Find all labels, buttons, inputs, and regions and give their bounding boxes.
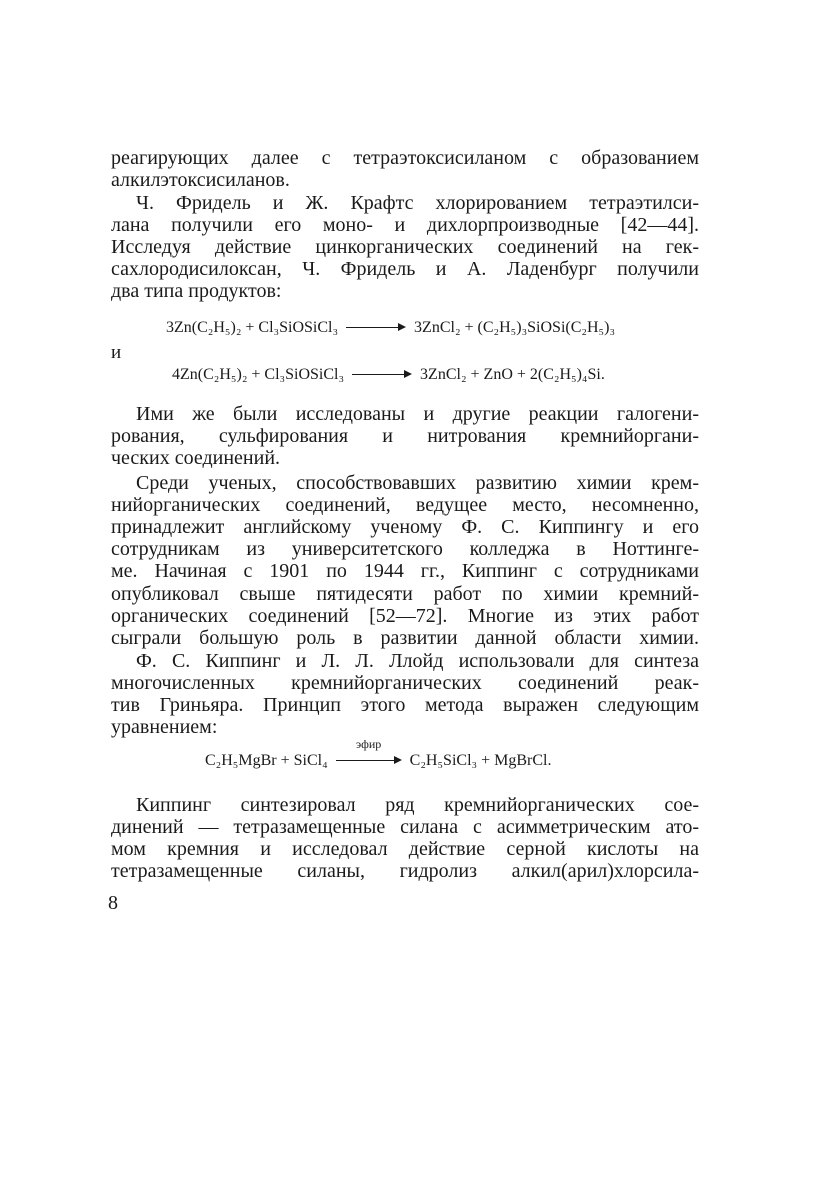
text-line: Исследуя действие цинкорганических соединений на гек- [111,236,699,258]
equation-1-left: 3Zn(C₂H₅)₂ + Cl₃SiOSiCl₃ [166,319,339,336]
text-line: Киппинг синтезировал ряд кремнийорганических сое- [136,794,699,816]
text-line: тетразамещенные силаны, гидролиз алкил(арил)хлорсила- [111,860,699,882]
equation-2 [172,365,605,385]
text-line: рования, сульфирования и нитрования кремнийоргани- [111,425,699,447]
text-line: лана получили его моно- и дихлорпроизводные [42—44]. [111,214,699,236]
reaction-arrow-icon [346,320,406,334]
text-line: Среди ученых, способствовавших развитию химии крем- [136,472,699,494]
equation-1-right: 3ZnCl₂ + (C₂H₅)₃SiOSi(C₂H₅)₃ [414,319,616,336]
reaction-arrow-icon [336,737,402,767]
equation-1 [166,318,615,338]
text-line: Ч. Фридель и Ж. Крафтс хлорированием тетраэтилси- [136,192,699,214]
page-number: 8 [108,892,118,914]
equation-conjunction: и [111,342,122,363]
text-line: Ими же были исследованы и другие реакции галогени- [136,403,699,425]
text-line: уравнением: [111,716,218,738]
text-line: тив Гриньяра. Принцип этого метода выражен следующим [111,694,699,716]
equation-2-left: 4Zn(C₂H₅)₂ + Cl₃SiOSiCl₃ [172,366,345,383]
text-line: нийорганических соединений, ведущее место, несомненно, [111,494,699,516]
text-line: сахлородисилоксан, Ч. Фридель и А. Ладенбург получили [111,258,699,280]
text-line: многочисленных кремнийорганических соединений реак- [111,672,699,694]
text-line: реагирующих далее с тетраэтоксисиланом с образованием [111,147,699,169]
reaction-arrow-icon [352,367,412,381]
text-line: сыграли большую роль в развитии данной области химии. [111,627,699,649]
text-line: алкилэтоксисиланов. [111,169,290,191]
text-line: сотрудникам из университетского колледжа в Ноттинге- [111,538,699,560]
equation-3-right: C₂H₅SiCl₃ + MgBrCl. [409,752,552,769]
text-line: динений — тетразамещенные силана с асимметрическим ато- [111,816,699,838]
text-line: Ф. С. Киппинг и Л. Л. Ллойд использовали для синтеза [136,650,699,672]
text-line: органических соединений [52—72]. Многие из этих работ [111,605,699,627]
equation-3-left: C₂H₅MgBr + SiCl₄ [205,752,328,769]
text-line: ме. Начиная с 1901 по 1944 гг., Киппинг с сотрудниками [111,560,699,582]
arrow-label: эфир [356,737,382,751]
text-line: опубликовал свыше пятидесяти работ по химии кремний- [111,583,699,605]
equation-3 [205,737,552,771]
text-line: ческих соединений. [111,447,281,469]
equation-2-right: 3ZnCl₂ + ZnO + 2(C₂H₅)₄Si. [420,366,605,383]
text-line: принадлежит английскому ученому Ф. С. Киппингу и его [111,516,699,538]
text-line: два типа продуктов: [111,280,282,302]
text-line: мом кремния и исследовал действие серной кислоты на [111,838,699,860]
